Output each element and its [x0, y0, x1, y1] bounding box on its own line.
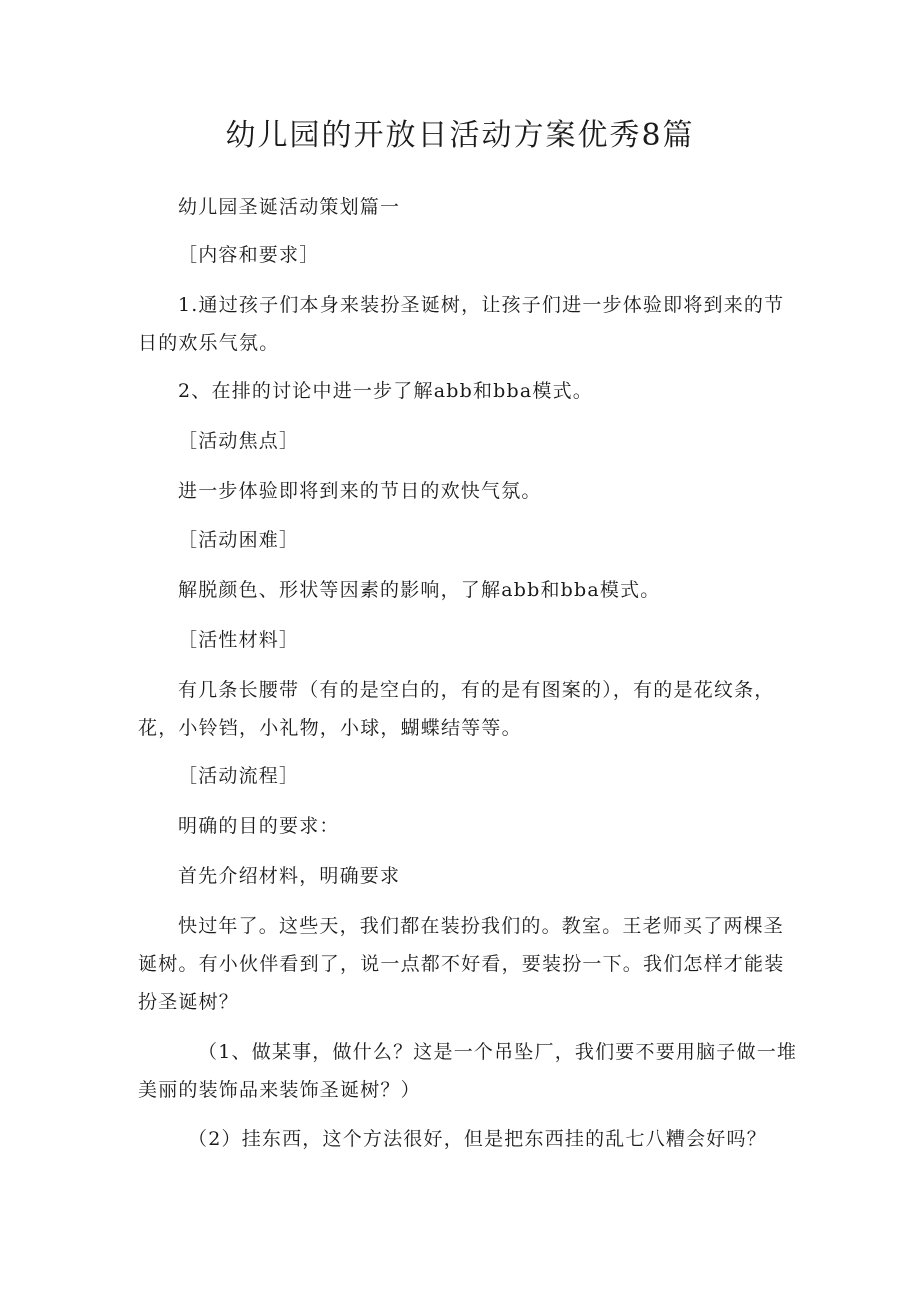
bracket-heading-materials: ［活性材料］ — [178, 629, 300, 651]
paragraph-focus: 进一步体验即将到来的节日的欢快气氛。 — [178, 480, 542, 502]
paragraph-item-1: 1.通过孩子们本身来装扮圣诞树，让孩子们进一步体验即将到来的节日的欢乐气氛。 — [138, 294, 785, 354]
bracket-heading-content: ［内容和要求］ — [178, 244, 320, 266]
paragraph-question-2: （2）挂东西，这个方法很好，但是把东西挂的乱七八糟会好吗？ — [188, 1128, 767, 1150]
section-heading: 幼儿园圣诞活动策划篇一 — [178, 196, 401, 218]
paragraph-story: 快过年了。这些天，我们都在装扮我们的。教室。王老师买了两棵圣诞树。有小伙伴看到了，说一点都不好看，要装扮一下。我们怎样才能装扮圣诞树？ — [138, 915, 785, 1013]
paragraph-difficulty: 解脱颜色、形状等因素的影响，了解abb和bba模式。 — [178, 579, 661, 601]
paragraph-goal: 明确的目的要求： — [178, 815, 340, 837]
document-title: 幼儿园的开放日活动方案优秀8篇 — [225, 118, 695, 153]
paragraph-item-2: 2、在排的讨论中进一步了解abb和bba模式。 — [178, 380, 593, 402]
bracket-heading-difficulty: ［活动困难］ — [178, 529, 300, 551]
bracket-heading-focus: ［活动焦点］ — [178, 430, 300, 452]
paragraph-materials: 有几条长腰带（有的是空白的，有的是有图案的），有的是花纹条，花，小铃铛，小礼物，小球，蝴蝶结等等。 — [138, 679, 775, 739]
bracket-heading-process: ［活动流程］ — [178, 765, 300, 787]
paragraph-question-1: （1、做某事，做什么？这是一个吊坠厂，我们要不要用脑子做一堆美丽的装饰品来装饰圣诞树？） — [138, 1041, 798, 1101]
paragraph-intro: 首先介绍材料，明确要求 — [178, 865, 401, 887]
